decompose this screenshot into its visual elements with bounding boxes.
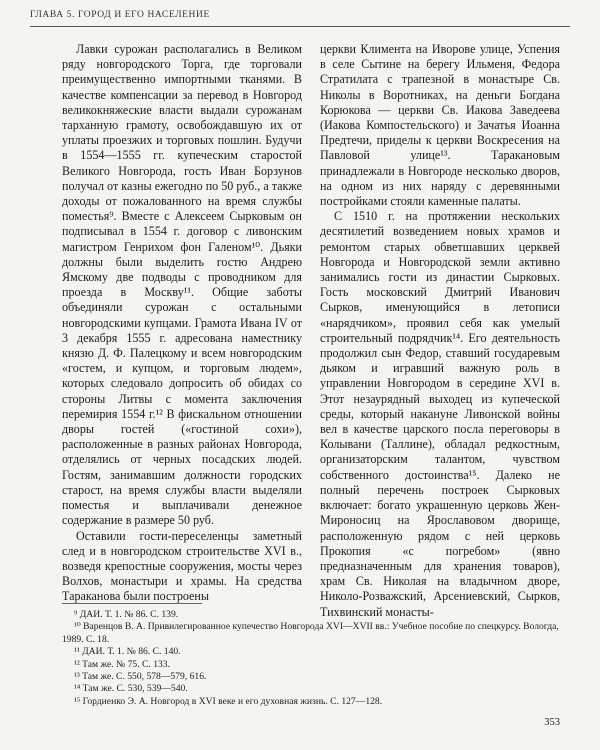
page-number: 353: [544, 717, 560, 728]
paragraph: церкви Климента на Иворове улице, Успения в селе Сытине на берегу Ильменя, Федора Стратилата с трапезной в монастыре Св. Николы в Воротниках, на деньги Богдана Корюкова — церкви Св. Иакова Заведеева (Иакова Компостельского) и Зачатья Иоанна Предтечи, приделы к церкви Воскресения на Павловой улице¹³. Таракановым принадлежали в Новгороде несколько дворов, на одном из них наряду с деревянными постройками стояли каменные палаты.: [320, 42, 560, 209]
footnote: ¹³ Там же. С. 550, 578—579, 616.: [74, 671, 207, 683]
footnote: ¹⁰ Варенцов В. А. Привилегированное купечество Новгорода XVI—XVII вв.: Учебное пособие по спецкурсу. Вологда, 1989. С. 18.: [62, 621, 559, 645]
footnote: ¹⁴ Там же. С. 530, 539—540.: [74, 683, 188, 695]
footnote: ⁹ ДАИ. Т. 1. № 86. С. 139.: [74, 609, 179, 620]
paragraph: Лавки сурожан располагались в Великом ряду новгородского Торга, где торговали преимущественно импортными тканями. В качестве компенсации за перевод в Новгород великокняжеские власти выдали сурожанам тарханную грамоту, освобождавшую их от уплаты проезжих и торговых пошлин. Будучи в 1554—1555 гг. купеческим старостой Великого Новгорода, гость Иван Борзунов получал от казны ежегодно по 50 руб., а также доходы от пожалованного на время службы поместья⁹. Вместе с Алексеем Сырковым он подписывал в 1554 г. договор с ливонским магистром Генрихом фон Галеном¹⁰. Дьяки должны были выделить гостю Андрею Ямскому две подводы с проводником для проезда в Москву¹¹. Общие заботы объединяли сурожан с остальными новгородскими купцами. Грамота Ивана IV от 3 декабря 1555 г. адресована наместнику князю Д. Ф. Палецкому и всем новгородским «гостем, и купцом, и торговым людем», которых следовало допросить об обидах со стороны Литвы с момента заключения перемирия 1554 г.¹² В фискальном отношении дворы гостей («гостиной сохи»), расположенные в разных районах Новгорода, отделялись от черных посадских людей. Гостям, занимавшим должности городских старост, на время службы власти выделяли поместья и выплачивали денежное содержание в размере 50 руб.: [62, 42, 302, 528]
right-column: [320, 42, 560, 619]
running-head: ГЛАВА 5. ГОРОД И ЕГО НАСЕЛЕНИЕ: [30, 10, 210, 20]
footnote: ¹⁵ Гордиенко Э. А. Новгород в XVI веке и его духовная жизнь. С. 127—128.: [74, 695, 383, 707]
header-rule: [30, 26, 570, 27]
footnotes: [62, 609, 562, 708]
left-column: [62, 42, 302, 604]
footnote: ¹¹ ДАИ. Т. 1. № 86. С. 140.: [74, 646, 181, 658]
footnote-rule: [62, 603, 202, 604]
paragraph: Оставили гости-переселенцы заметный след и в новгородском строительстве XVI в., возведя крепостные сооружения, мосты через Волхов, монастыри и храмы. На средства Тараканова были построены: [62, 528, 302, 604]
footnote: ¹² Там же. № 75. С. 133.: [74, 658, 170, 670]
paragraph: С 1510 г. на протяжении нескольких десятилетий возведением новых храмов и ремонтом старых обветшавших церквей Новгорода и Новгородской земли активно занимались гости из династии Сырковых. Гость московский Дмитрий Иванович Сырков, именующийся в летописи «нарядчиком», проявил себя как умелый строительный подрядчик¹⁴. Его деятельность продолжил сын Федор, ставший государевым дьяком и игравший важную роль в управлении Новгородом в середине XVI в. Этот незаурядный выходец из купеческой среды, который накануне Ливонской войны вел в качестве царского посла переговоры в Колывани (Таллине), обладал редкостным, организаторским талантом, чувством собственного достоинства¹⁵. Далеко не полный перечень построек Сырковых включает: богато украшенную церковь Жен-Мироносиц на Ярославовом дворище, расположенную рядом с ней церковь Прокопия «с погребом» (явно предназначенным для хранения товаров), храм Св. Николая на владычном дворе, Николо-Розважский, Арсениевский, Сырков, Тихвинский монасты-: [320, 209, 560, 619]
